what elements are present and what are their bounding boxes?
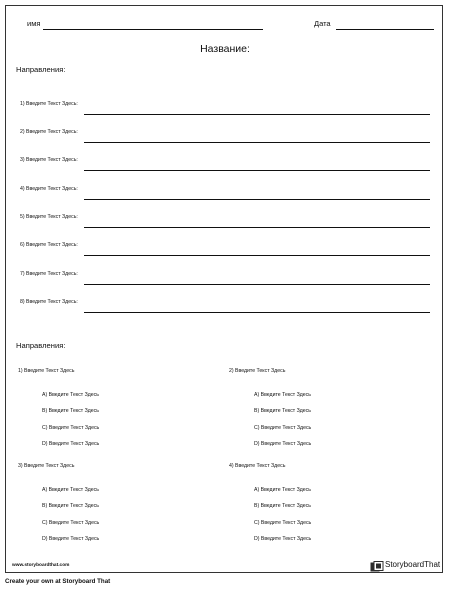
item-label: 7) Введите Текст Здесь:: [20, 271, 78, 277]
answer-line[interactable]: [84, 199, 430, 200]
bottom-caption[interactable]: Create your own at Storyboard That: [5, 578, 111, 585]
option-label: B) Введите Текст Здесь: [254, 408, 311, 414]
option-label: C) Введите Текст Здесь: [254, 425, 312, 431]
name-label: имя: [27, 19, 41, 28]
option-label: C) Введите Текст Здесь: [42, 425, 100, 431]
date-line[interactable]: [336, 29, 434, 30]
date-label: Дата: [314, 19, 331, 28]
item-label: 3) Введите Текст Здесь:: [20, 157, 78, 163]
section1-heading: Направления:: [16, 65, 66, 74]
option-label: A) Введите Текст Здесь: [254, 392, 311, 398]
option-label: D) Введите Текст Здесь: [42, 441, 100, 447]
answer-line[interactable]: [84, 255, 430, 256]
item-label: 5) Введите Текст Здесь:: [20, 214, 78, 220]
option-label: A) Введите Текст Здесь: [254, 487, 311, 493]
item-label: 8) Введите Текст Здесь:: [20, 299, 78, 305]
storyboard-logo-icon: [370, 559, 384, 570]
option-label: B) Введите Текст Здесь: [254, 503, 311, 509]
question-label: 4) Введите Текст Здесь: [229, 463, 286, 469]
option-label: B) Введите Текст Здесь: [42, 503, 99, 509]
question-label: 3) Введите Текст Здесь: [18, 463, 75, 469]
brand-name: StoryboardThat: [385, 560, 441, 569]
answer-line[interactable]: [84, 284, 430, 285]
question-label: 1) Введите Текст Здесь: [18, 368, 75, 374]
option-label: C) Введите Текст Здесь: [42, 520, 100, 526]
section2-heading: Направления:: [16, 341, 66, 350]
item-label: 1) Введите Текст Здесь:: [20, 101, 78, 107]
answer-line[interactable]: [84, 114, 430, 115]
option-label: C) Введите Текст Здесь: [254, 520, 312, 526]
item-label: 6) Введите Текст Здесь:: [20, 242, 78, 248]
item-label: 4) Введите Текст Здесь:: [20, 186, 78, 192]
option-label: D) Введите Текст Здесь: [254, 441, 312, 447]
option-label: D) Введите Текст Здесь: [42, 536, 100, 542]
answer-line[interactable]: [84, 227, 430, 228]
option-label: A) Введите Текст Здесь: [42, 392, 99, 398]
answer-line[interactable]: [84, 170, 430, 171]
name-line[interactable]: [43, 29, 263, 30]
answer-line[interactable]: [84, 312, 430, 313]
item-label: 2) Введите Текст Здесь:: [20, 129, 78, 135]
option-label: A) Введите Текст Здесь: [42, 487, 99, 493]
worksheet: [5, 5, 443, 573]
answer-line[interactable]: [84, 142, 430, 143]
worksheet-title: Название:: [200, 43, 250, 55]
option-label: D) Введите Текст Здесь: [254, 536, 312, 542]
question-label: 2) Введите Текст Здесь: [229, 368, 286, 374]
footer-url: www.storyboardthat.com: [12, 563, 70, 568]
option-label: B) Введите Текст Здесь: [42, 408, 99, 414]
